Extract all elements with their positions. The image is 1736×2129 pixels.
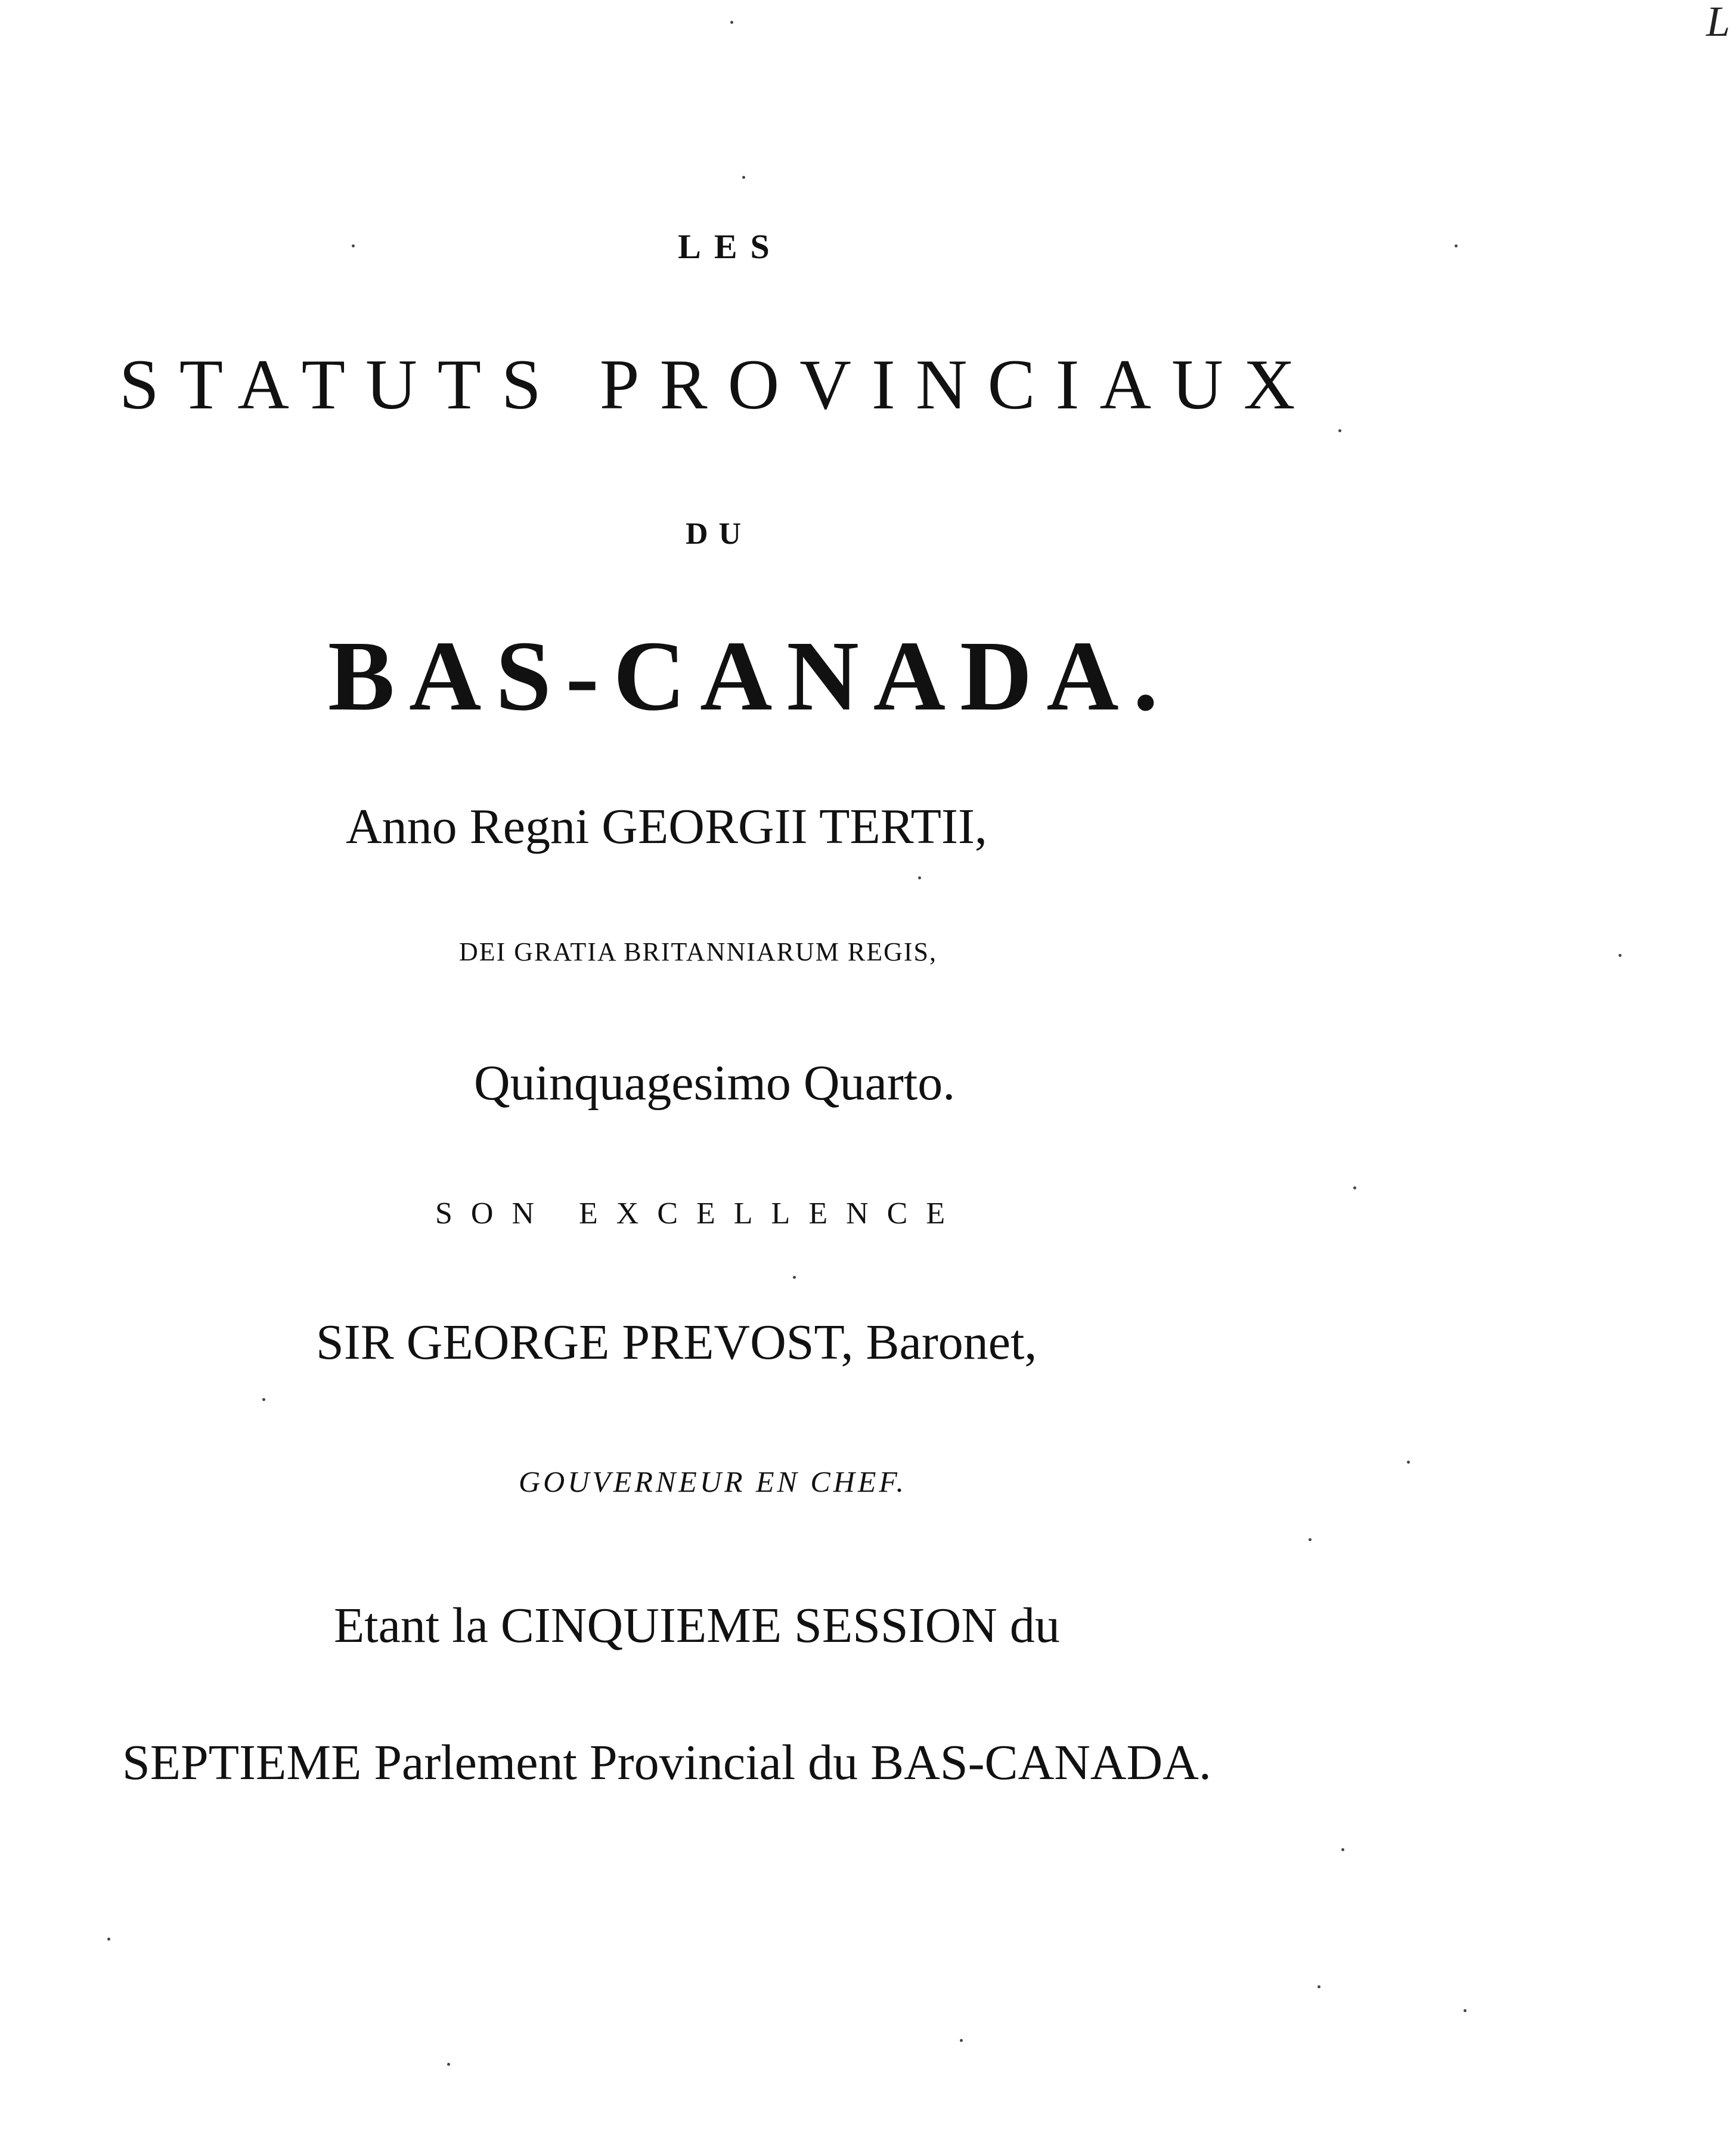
scan-speck [1309,1538,1312,1541]
scan-speck [1341,1848,1344,1851]
scan-speck [107,1938,110,1941]
son-excellence-line: SON EXCELLENCE [435,1197,964,1231]
scan-speck [352,244,355,247]
scan-speck [1407,1461,1410,1464]
scan-speck [918,876,921,879]
scan-speck [742,176,745,179]
scan-speck [960,2039,963,2042]
scan-speck [793,1276,796,1279]
quinquagesimo-line: Quinquagesimo Quarto. [474,1055,956,1111]
heading-bas-canada: BAS-CANADA. [328,621,1173,732]
dei-gratia-line: DEI GRATIA BRITANNIARUM REGIS, [459,937,938,966]
sir-george-prevost-line: SIR GEORGE PREVOST, Baronet, [316,1315,1037,1370]
scan-speck [262,1398,265,1401]
scan-speck [730,21,733,24]
heading-les: LES [678,227,783,266]
scan-speck [447,2063,450,2066]
scan-speck [1464,2009,1467,2012]
anno-regni-line: Anno Regni GEORGII TERTII, [346,799,987,854]
heading-du: DU [686,517,752,551]
septieme-parlement-line: SEPTIEME Parlement Provincial du BAS-CANADA. [122,1735,1211,1790]
gouverneur-en-chef-line: GOUVERNEUR EN CHEF. [519,1465,907,1498]
scan-speck [1353,1186,1356,1189]
heading-statuts-provinciaux: STATUTS PROVINCIAUX [119,345,1316,424]
scan-speck [1619,954,1622,957]
scan-speck [1338,429,1341,432]
scan-speck [1455,244,1458,247]
etant-session-line: Etant la CINQUIEME SESSION du [334,1598,1060,1653]
handwritten-corner-mark: L [1706,0,1731,45]
scan-speck [1318,1985,1320,1988]
